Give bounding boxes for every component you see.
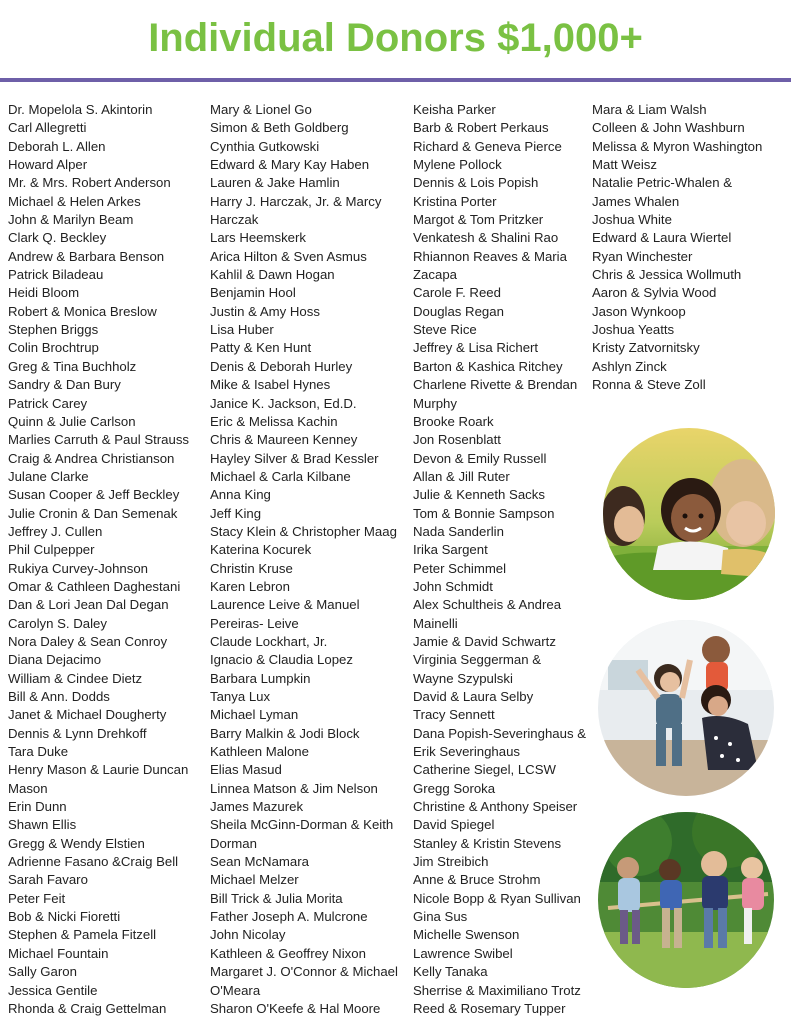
donor-name: Dan & Lori Jean Dal Degan — [8, 597, 169, 613]
donor-name: Jon Rosenblatt — [413, 432, 501, 448]
donor-name: Stephen Briggs — [8, 322, 99, 338]
donor-name: Mylene Pollock — [413, 157, 502, 173]
donor-name: Mike & Isabel Hynes — [210, 377, 331, 393]
donor-name: Sally Garon — [8, 964, 77, 980]
donor-name: Wayne Szypulski — [413, 670, 513, 686]
donor-name: Michael Fountain — [8, 945, 109, 961]
donor-name: Kathleen Malone — [210, 744, 309, 760]
donor-name: Virginia Seggerman & — [413, 652, 542, 668]
donor-name: Gina Sus — [413, 909, 468, 925]
donor-name: Anna King — [210, 487, 271, 503]
donor-name: Nicole Bopp & Ryan Sullivan — [413, 890, 581, 906]
donor-name: Chris & Maureen Kenney — [210, 432, 358, 448]
donor-name: Carl Allegretti — [8, 120, 87, 136]
donor-name: Matt Weisz — [592, 157, 657, 173]
donor-name: Kelly Tanaka — [413, 964, 488, 980]
donor-name: Richard & Geneva Pierce — [413, 138, 562, 154]
donor-name: Margot & Tom Pritzker — [413, 212, 544, 228]
donor-name: Steve Rice — [413, 322, 477, 338]
donor-name: Erin Dunn — [8, 799, 67, 815]
donor-name: Venkatesh & Shalini Rao — [413, 230, 559, 246]
donor-name: Heidi Bloom — [8, 285, 80, 301]
donor-name: Patrick Biladeau — [8, 267, 104, 283]
donor-name: Claude Lockhart, Jr. — [210, 633, 328, 649]
donor-name: Stacy Klein & Christopher Maag — [210, 523, 397, 539]
donor-name: Christine & Anthony Speiser — [413, 799, 578, 815]
donor-name: Clark Q. Beckley — [8, 230, 107, 246]
donor-name: Sean McNamara — [210, 854, 309, 870]
donor-name: Simon & Beth Goldberg — [210, 120, 349, 136]
donor-name: Rhiannon Reaves & Maria — [413, 248, 567, 264]
donor-name: Chris & Jessica Wollmuth — [592, 267, 742, 283]
donor-name: Harczak — [210, 212, 259, 228]
donor-name: Dorman — [210, 835, 257, 851]
donor-name: Kristy Zatvornitsky — [592, 340, 700, 356]
donor-name: Sarah Favaro — [8, 872, 88, 888]
donor-name: Laurence Leive & Manuel — [210, 597, 360, 613]
donor-name: Bill & Ann. Dodds — [8, 689, 110, 704]
donor-name: Lawrence Swibel — [413, 945, 513, 961]
donor-name: John Nicolay — [210, 927, 286, 943]
donor-name: Andrew & Barbara Benson — [8, 248, 165, 264]
donor-name: Brooke Roark — [413, 413, 494, 429]
donor-name: Murphy — [413, 395, 457, 411]
donor-name: Tracy Sennett — [413, 707, 495, 723]
donor-name: Michael Lyman — [210, 707, 299, 723]
donor-name: Deborah L. Allen — [8, 138, 106, 154]
donor-name: Kathleen & Geoffrey Nixon — [210, 945, 366, 961]
donor-name: Melissa & Myron Washington — [592, 138, 763, 154]
donor-name: John Schmidt — [413, 578, 493, 594]
donor-name: Nada Sanderlin — [413, 523, 504, 539]
donor-name: Margaret J. O'Connor & Michael — [210, 964, 398, 980]
donor-name: Kahlil & Dawn Hogan — [210, 267, 335, 283]
donor-name: Tara Duke — [8, 744, 69, 760]
donor-name: Sheila McGinn-Dorman & Keith — [210, 817, 394, 833]
donor-name: Mr. & Mrs. Robert Anderson — [8, 175, 171, 191]
donor-name: Diana Dejacimo — [8, 652, 102, 668]
donor-name: Julane Clarke — [8, 468, 89, 484]
donor-name: Patrick Carey — [8, 395, 88, 411]
donor-name: Katerina Kocurek — [210, 542, 312, 558]
donor-column-2 — [210, 101, 410, 1018]
donor-name: Rhonda & Craig Gettelman — [8, 1000, 167, 1016]
donor-name: Peter Schimmel — [413, 560, 507, 576]
donor-name: Barry Malkin & Jodi Block — [210, 725, 360, 741]
donor-name: Tom & Bonnie Sampson — [413, 505, 555, 521]
donor-column-4 — [592, 101, 788, 395]
donor-name: Alex Schultheis & Andrea — [413, 597, 562, 613]
donor-name: Michael & Helen Arkes — [8, 193, 141, 209]
donor-name: Howard Alper — [8, 157, 88, 173]
donor-name: Jim Streibich — [413, 854, 489, 870]
donor-name: Lars Heemskerk — [210, 230, 307, 246]
donor-name: Justin & Amy Hoss — [210, 303, 320, 319]
donor-name: Harry J. Harczak, Jr. & Marcy — [210, 193, 382, 209]
donor-name: Craig & Andrea Christianson — [8, 450, 175, 466]
donor-name: Mason — [8, 780, 48, 796]
title-divider — [0, 78, 791, 82]
donor-name: Elias Masud — [210, 762, 282, 778]
donor-name: Jeffrey J. Cullen — [8, 523, 103, 539]
donor-name: Ignacio & Claudia Lopez — [210, 652, 353, 668]
donor-name: Edward & Laura Wiertel — [592, 230, 732, 246]
donor-name: Reed & Rosemary Tupper — [413, 1000, 566, 1016]
donor-name: Julie Cronin & Dan Semenak — [8, 505, 178, 521]
donor-name: Allan & Jill Ruter — [413, 468, 510, 484]
donor-name: John & Marilyn Beam — [8, 212, 134, 228]
donor-name: Colin Brochtrup — [8, 340, 99, 356]
donor-name: Jamie & David Schwartz — [413, 633, 556, 649]
donor-name: Kristina Porter — [413, 193, 497, 209]
donor-name: Douglas Regan — [413, 303, 504, 319]
donor-name: Jason Wynkoop — [592, 303, 686, 319]
donor-name: Father Joseph A. Mulcrone — [210, 909, 368, 925]
donor-name: Mara & Liam Walsh — [592, 102, 707, 117]
donor-name: Sherrise & Maximiliano Trotz — [413, 982, 581, 998]
donor-name: Eric & Melissa Kachin — [210, 413, 338, 429]
donor-name: Carolyn S. Daley — [8, 615, 107, 631]
donor-name: Devon & Emily Russell — [413, 450, 547, 466]
donor-name: Mainelli — [413, 615, 458, 631]
donor-name: Christin Kruse — [210, 560, 293, 576]
children-dancing-photo — [598, 620, 774, 796]
donor-name: Benjamin Hool — [210, 285, 296, 301]
donor-name: Karen Lebron — [210, 578, 290, 594]
donor-name: Gregg & Wendy Elstien — [8, 835, 145, 851]
donor-name: Dana Popish-Severinghaus & — [413, 725, 587, 741]
donor-name: Joshua White — [592, 212, 672, 228]
donor-name: Susan Cooper & Jeff Beckley — [8, 487, 180, 503]
donor-name: Quinn & Julie Carlson — [8, 413, 136, 429]
donor-name: Rukiya Curvey-Johnson — [8, 560, 148, 576]
donor-name: Anne & Bruce Strohm — [413, 872, 541, 888]
donor-name: Dr. Mopelola S. Akintorin — [8, 102, 153, 117]
donor-name: Omar & Cathleen Daghestani — [8, 578, 181, 594]
donor-name: Gregg Soroka — [413, 780, 496, 796]
donor-name: Pereiras- Leive — [210, 615, 299, 631]
donor-name: David Spiegel — [413, 817, 495, 833]
donor-name: Linnea Matson & Jim Nelson — [210, 780, 378, 796]
donor-name: Barton & Kashica Ritchey — [413, 358, 563, 374]
donor-name: Sandry & Dan Bury — [8, 377, 121, 393]
donor-name: Hayley Silver & Brad Kessler — [210, 450, 379, 466]
donor-name: Natalie Petric-Whalen & — [592, 175, 732, 191]
donor-name: Sharon O'Keefe & Hal Moore — [210, 1000, 381, 1016]
donor-name: Nora Daley & Sean Conroy — [8, 633, 168, 649]
donor-name: Marlies Carruth & Paul Strauss — [8, 432, 190, 448]
page-title: Individual Donors $1,000+ — [148, 16, 643, 60]
children-on-grass-photo — [603, 428, 775, 600]
donor-name: Ronna & Steve Zoll — [592, 377, 706, 393]
donor-name: Robert & Monica Breslow — [8, 303, 157, 319]
donor-name: Barb & Robert Perkaus — [413, 120, 549, 136]
donor-name: Bob & Nicki Fioretti — [8, 909, 121, 925]
children-tug-of-war-photo — [598, 812, 774, 988]
donor-name: Patty & Ken Hunt — [210, 340, 312, 356]
donor-name: Keisha Parker — [413, 102, 496, 117]
donor-name: James Mazurek — [210, 799, 304, 815]
donor-name: Phil Culpepper — [8, 542, 95, 558]
donor-name: Bill Trick & Julia Morita — [210, 890, 343, 906]
donor-name: Shawn Ellis — [8, 817, 77, 833]
donor-name: James Whalen — [592, 193, 680, 209]
donor-name: Julie & Kenneth Sacks — [413, 487, 545, 503]
donor-name: Arica Hilton & Sven Asmus — [210, 248, 367, 264]
donor-name: Cynthia Gutkowski — [210, 138, 320, 154]
donor-name: Mary & Lionel Go — [210, 102, 312, 117]
donor-name: Dennis & Lois Popish — [413, 175, 539, 191]
donor-name: Charlene Rivette & Brendan — [413, 377, 578, 393]
donor-name: Irika Sargent — [413, 542, 488, 558]
donor-name: Michael Melzer — [210, 872, 299, 888]
donor-name: Lisa Huber — [210, 322, 274, 338]
donor-name: William & Cindee Dietz — [8, 670, 143, 686]
donor-name: Michael & Carla Kilbane — [210, 468, 351, 484]
donor-column-3 — [413, 101, 591, 1018]
donor-name: Lauren & Jake Hamlin — [210, 175, 340, 191]
donor-name: Adrienne Fasano &Craig Bell — [8, 854, 179, 870]
donor-name: Denis & Deborah Hurley — [210, 358, 353, 374]
donor-name: Joshua Yeatts — [592, 322, 675, 338]
donor-name: Ashlyn Zinck — [592, 358, 667, 374]
donor-name: Catherine Siegel, LCSW — [413, 762, 556, 778]
donor-name: Stephen & Pamela Fitzell — [8, 927, 157, 943]
donor-name: Colleen & John Washburn — [592, 120, 745, 136]
donor-name: Jeff King — [210, 505, 262, 521]
donor-name: Greg & Tina Buchholz — [8, 358, 137, 374]
donor-name: Zacapa — [413, 267, 457, 283]
donor-name: Peter Feit — [8, 890, 66, 906]
donor-name: Henry Mason & Laurie Duncan — [8, 762, 189, 778]
donor-name: Carole F. Reed — [413, 285, 501, 301]
donor-name: Stanley & Kristin Stevens — [413, 835, 562, 851]
donor-name: Janice K. Jackson, Ed.D. — [210, 395, 357, 411]
donor-name: Jeffrey & Lisa Richert — [413, 340, 539, 356]
donor-column-1 — [8, 101, 206, 1018]
donor-name: Edward & Mary Kay Haben — [210, 157, 370, 173]
donor-name: Barbara Lumpkin — [210, 670, 311, 686]
donor-name: Aaron & Sylvia Wood — [592, 285, 717, 301]
donor-name: O'Meara — [210, 982, 261, 998]
donor-name: Erik Severinghaus — [413, 744, 521, 760]
donor-name: Jessica Gentile — [8, 982, 98, 998]
donor-name: Dennis & Lynn Drehkoff — [8, 725, 147, 741]
donor-name: Janet & Michael Dougherty — [8, 707, 167, 723]
donor-name: Ryan Winchester — [592, 248, 693, 264]
donor-name: Michelle Swenson — [413, 927, 520, 943]
donor-name: Tanya Lux — [210, 689, 271, 704]
donor-name: David & Laura Selby — [413, 689, 534, 704]
